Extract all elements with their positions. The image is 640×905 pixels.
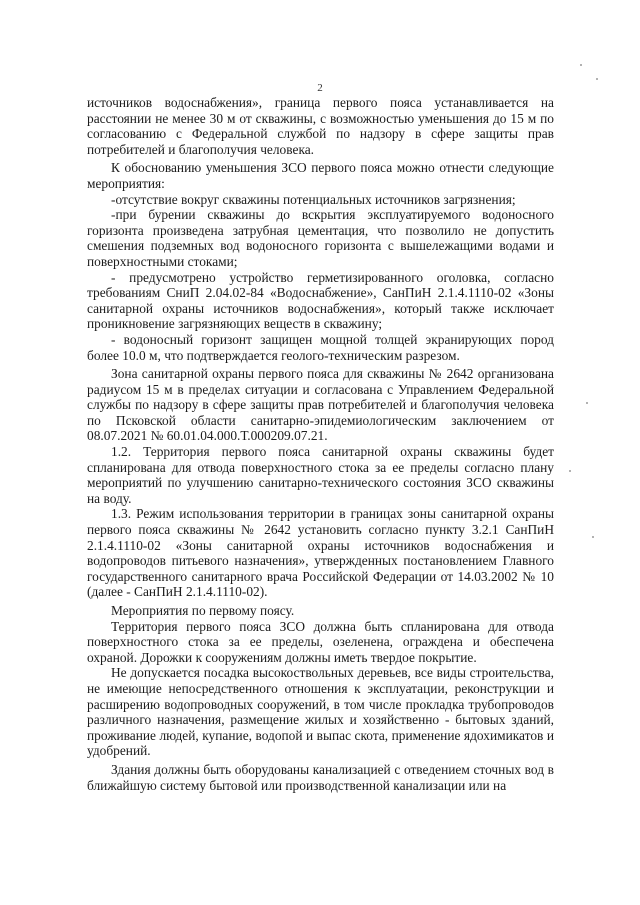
- paragraph: - водоносный горизонт защищен мощной толщей экранирующих пород более 10.0 м, что подтверждается геолого-техническим разрезом.: [87, 331, 554, 363]
- paragraph: 1.3. Режим использования территории в границах зоны санитарной охраны первого пояса скважины № 2642 установить согласно пункту 3.2.1 СанПиН 2.1.4.1110-02 «Зоны санитарной охраны источников водоснабжения и водопроводов питьевого назначения», утвержденных постановлением Главного государственного санитарного врача Российской Федерации от 14.03.2002 № 10 (далее - СанПиН 2.1.4.1110-02).: [87, 506, 554, 600]
- page-number: 2: [317, 82, 323, 94]
- paragraph: Не допускается посадка высокоствольных деревьев, все виды строительства, не имеющие непосредственного отношения к эксплуатации, реконструкции и расширению водопроводных сооружений, в том числе прокладка трубопроводов различного назначения, размещение жилых и хозяйственно - бытовых зданий, проживание людей, купание, водопой и выпас скота, применение ядохимикатов и удобрений.: [87, 665, 554, 759]
- document-body: [87, 95, 554, 793]
- paragraph: источников водоснабжения», граница первого пояса устанавливается на расстоянии не менее 30 м от скважины, с возможностью уменьшения до 15 м по согласованию с Федеральной службой по надзору в сфере защиты прав потребителей и благополучия человека.: [87, 95, 554, 157]
- scan-speck: [596, 78, 598, 80]
- scan-speck: [592, 536, 594, 538]
- paragraph: Мероприятия по первому поясу.: [111, 603, 295, 618]
- paragraph: К обоснованию уменьшения ЗСО первого пояса можно отнести следующие мероприятия:: [87, 160, 554, 191]
- paragraph: -при бурении скважины до вскрытия эксплуатируемого водоносного горизонта произведена затрубная цементация, что позволило не допустить смешения подземных вод водоносного горизонта с вышележащими водами и поверхностными стоками;: [87, 207, 554, 269]
- paragraph: Зона санитарной охраны первого пояса для скважины № 2642 организована радиусом 15 м в пределах ситуации и согласована с Управлением Федеральной службы по надзору в сфере защиты прав потребителей и благополучия человека по Псковской области санитарно-эпидемиологическим заключением от 08.07.2021 № 60.01.04.000.Т.000209.07.21.: [87, 366, 554, 444]
- paragraph: -отсутствие вокруг скважины потенциальных источников загрязнения;: [111, 191, 516, 207]
- scan-speck: [586, 402, 588, 404]
- scan-speck: [580, 64, 582, 66]
- scan-speck: [569, 470, 571, 472]
- paragraph: - предусмотрено устройство герметизированного оголовка, согласно требованиям СниП 2.04.02-84 «Водоснабжение», СанПиН 2.1.4.1110-02 «Зоны санитарной охраны источников водоснабжения», который также исключает проникновение загрязняющих веществ в скважину;: [87, 269, 554, 332]
- paragraph: Здания должны быть оборудованы канализацией с отведением сточных вод в ближайшую систему бытовой или производственной канализации или на: [87, 761, 554, 793]
- paragraph: 1.2. Территория первого пояса санитарной охраны скважины будет спланирована для отвода поверхностного стока за ее пределы согласно плану мероприятий по улучшению санитарно-технического состояния ЗСО скважины на воду.: [87, 444, 554, 506]
- paragraph: Территория первого пояса ЗСО должна быть спланирована для отвода поверхностного стока за ее пределы, озеленена, ограждена и обеспечена охраной. Дорожки к сооружениям должны иметь твердое покрытие.: [87, 618, 554, 665]
